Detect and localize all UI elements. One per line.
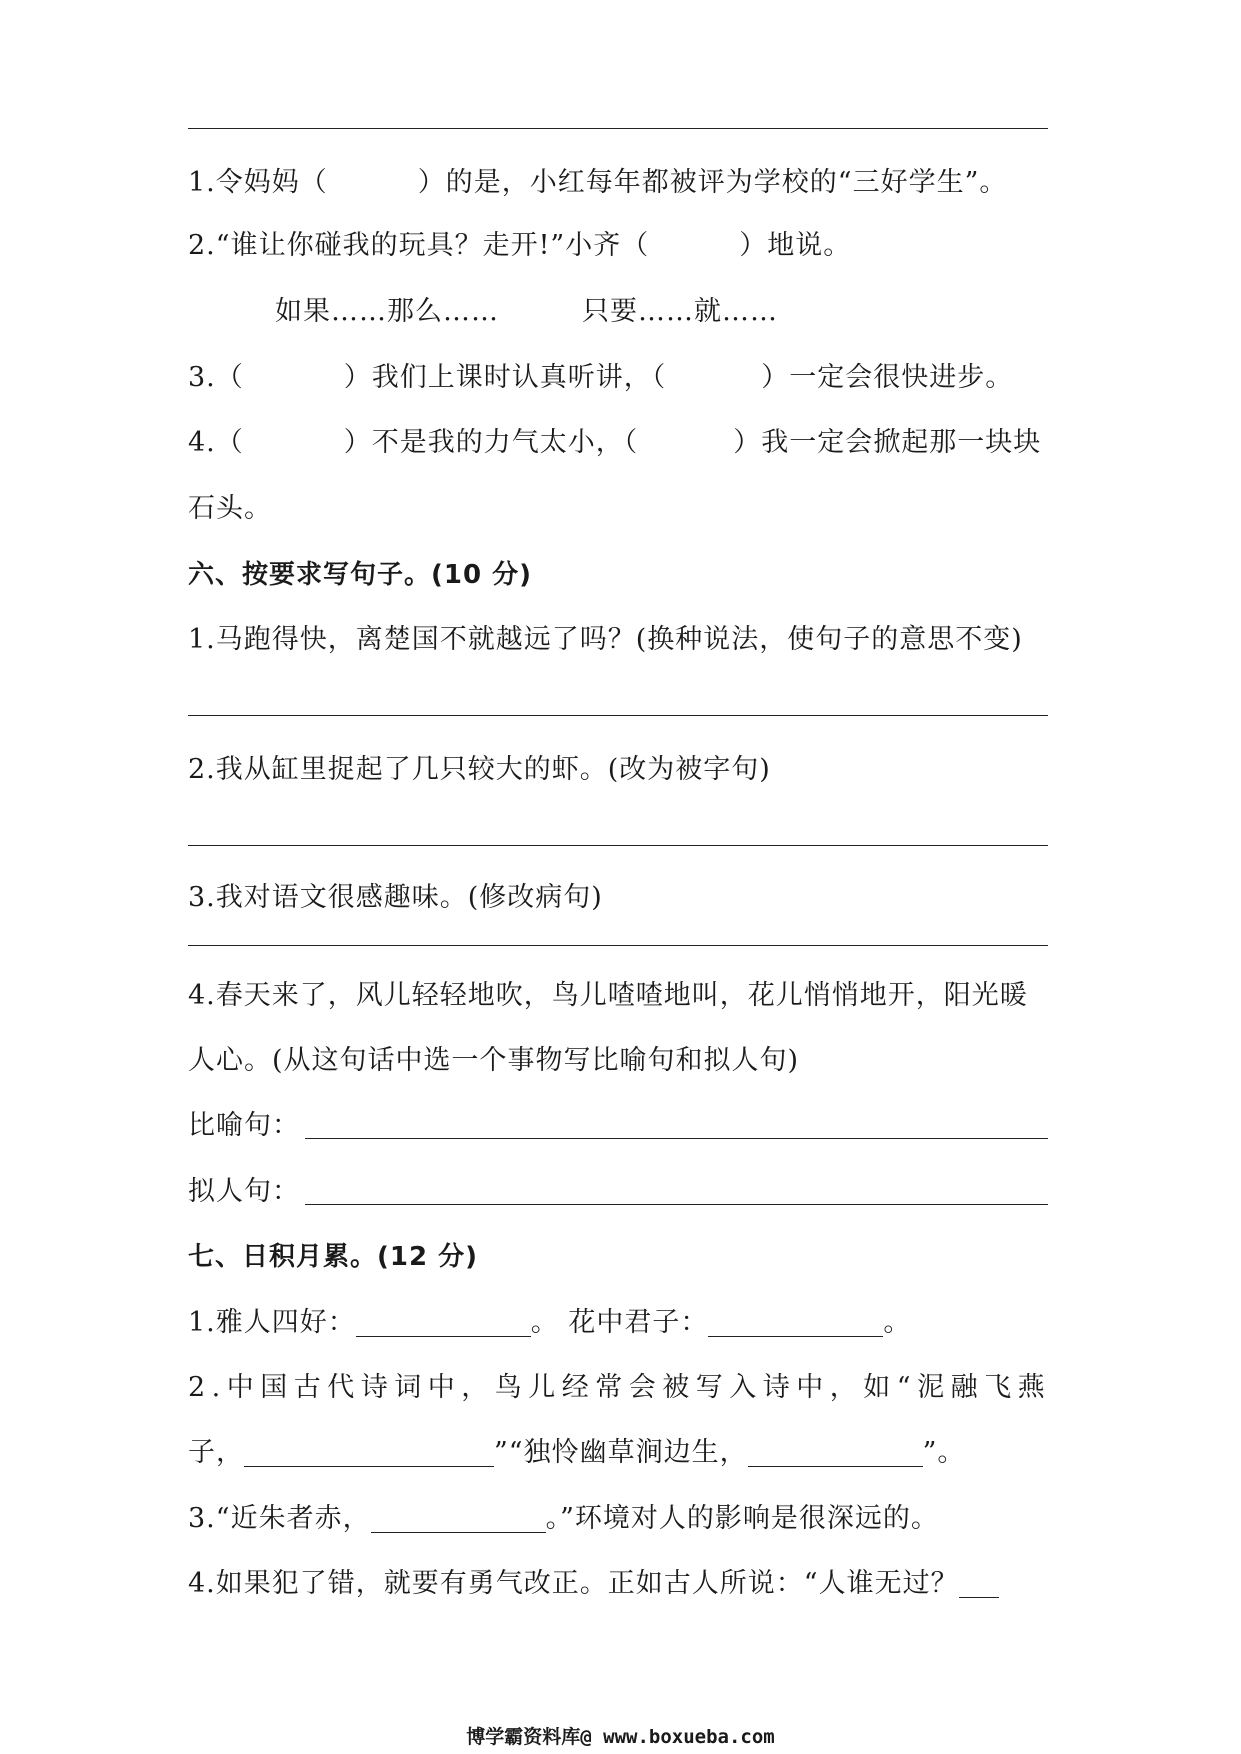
- s7-q2-line2: 子， ”“独怜幽草涧边生， ”。: [188, 1437, 966, 1468]
- s5-q4-line2: 石头。: [188, 493, 272, 524]
- s6-personification-answer-line[interactable]: [305, 1204, 1048, 1205]
- section7-heading: 七、日积月累。(12 分): [188, 1242, 478, 1272]
- s7-q1-blank-1[interactable]: [356, 1306, 531, 1337]
- s7-q1-blank-2[interactable]: [708, 1306, 883, 1337]
- s6-q3-answer-line[interactable]: [188, 945, 1048, 946]
- s5-q2: 2.“谁让你碰我的玩具？走开!”小齐（ ）地说。: [188, 230, 852, 261]
- s6-q3: 3.我对语文很感趣味。(修改病句): [188, 882, 603, 913]
- s7-q4: 4.如果犯了错，就要有勇气改正。正如古人所说：“人谁无过？: [188, 1564, 999, 1604]
- s6-q1-answer-line[interactable]: [188, 715, 1048, 716]
- s7-q3: 3.“近朱者赤， 。”环境对人的影响是很深远的。: [188, 1503, 939, 1534]
- s6-q2-answer-line[interactable]: [188, 845, 1048, 846]
- s6-q2: 2.我从缸里捉起了几只较大的虾。(改为被字句): [188, 754, 771, 785]
- s6-personification-label: 拟人句：: [188, 1176, 300, 1207]
- footer-watermark: 博学霸资料库@ www.boxueba.com: [466, 1726, 775, 1748]
- s7-q2-line1: 2.中国古代诗词中，鸟儿经常会被写入诗中，如“泥融飞燕: [188, 1372, 1052, 1403]
- s7-q2-blank-1[interactable]: [244, 1436, 494, 1467]
- top-rule: [188, 128, 1048, 129]
- s6-q1: 1.马跑得快，离楚国不就越远了吗？(换种说法，使句子的意思不变): [188, 624, 1023, 655]
- s5-q1: 1.令妈妈（ ）的是，小红每年都被评为学校的“三好学生”。: [188, 167, 1008, 198]
- s6-metaphor-answer-line[interactable]: [305, 1138, 1048, 1139]
- s7-q4-blank[interactable]: [959, 1567, 999, 1598]
- s5-option-a: 如果……那么……: [275, 296, 499, 327]
- s6-q4-line2: 人心。(从这句话中选一个事物写比喻句和拟人句): [188, 1045, 800, 1076]
- s6-q4-line1: 4.春天来了，风儿轻轻地吹，鸟儿喳喳地叫，花儿悄悄地开，阳光暖: [188, 980, 1028, 1011]
- s6-metaphor-label: 比喻句：: [188, 1110, 300, 1141]
- section6-heading: 六、按要求写句子。(10 分): [188, 560, 532, 590]
- s7-q2-blank-2[interactable]: [748, 1436, 923, 1467]
- s7-q1: 1.雅人四好： 。 花中君子： 。: [188, 1307, 912, 1338]
- s5-option-b: 只要……就……: [582, 296, 778, 327]
- s7-q3-blank[interactable]: [371, 1502, 546, 1533]
- s5-q3: 3.（ ）我们上课时认真听讲，（ ）一定会很快进步。: [188, 362, 1014, 393]
- s5-q4: 4.（ ）不是我的力气太小，（ ）我一定会掀起那一块块: [188, 427, 1042, 458]
